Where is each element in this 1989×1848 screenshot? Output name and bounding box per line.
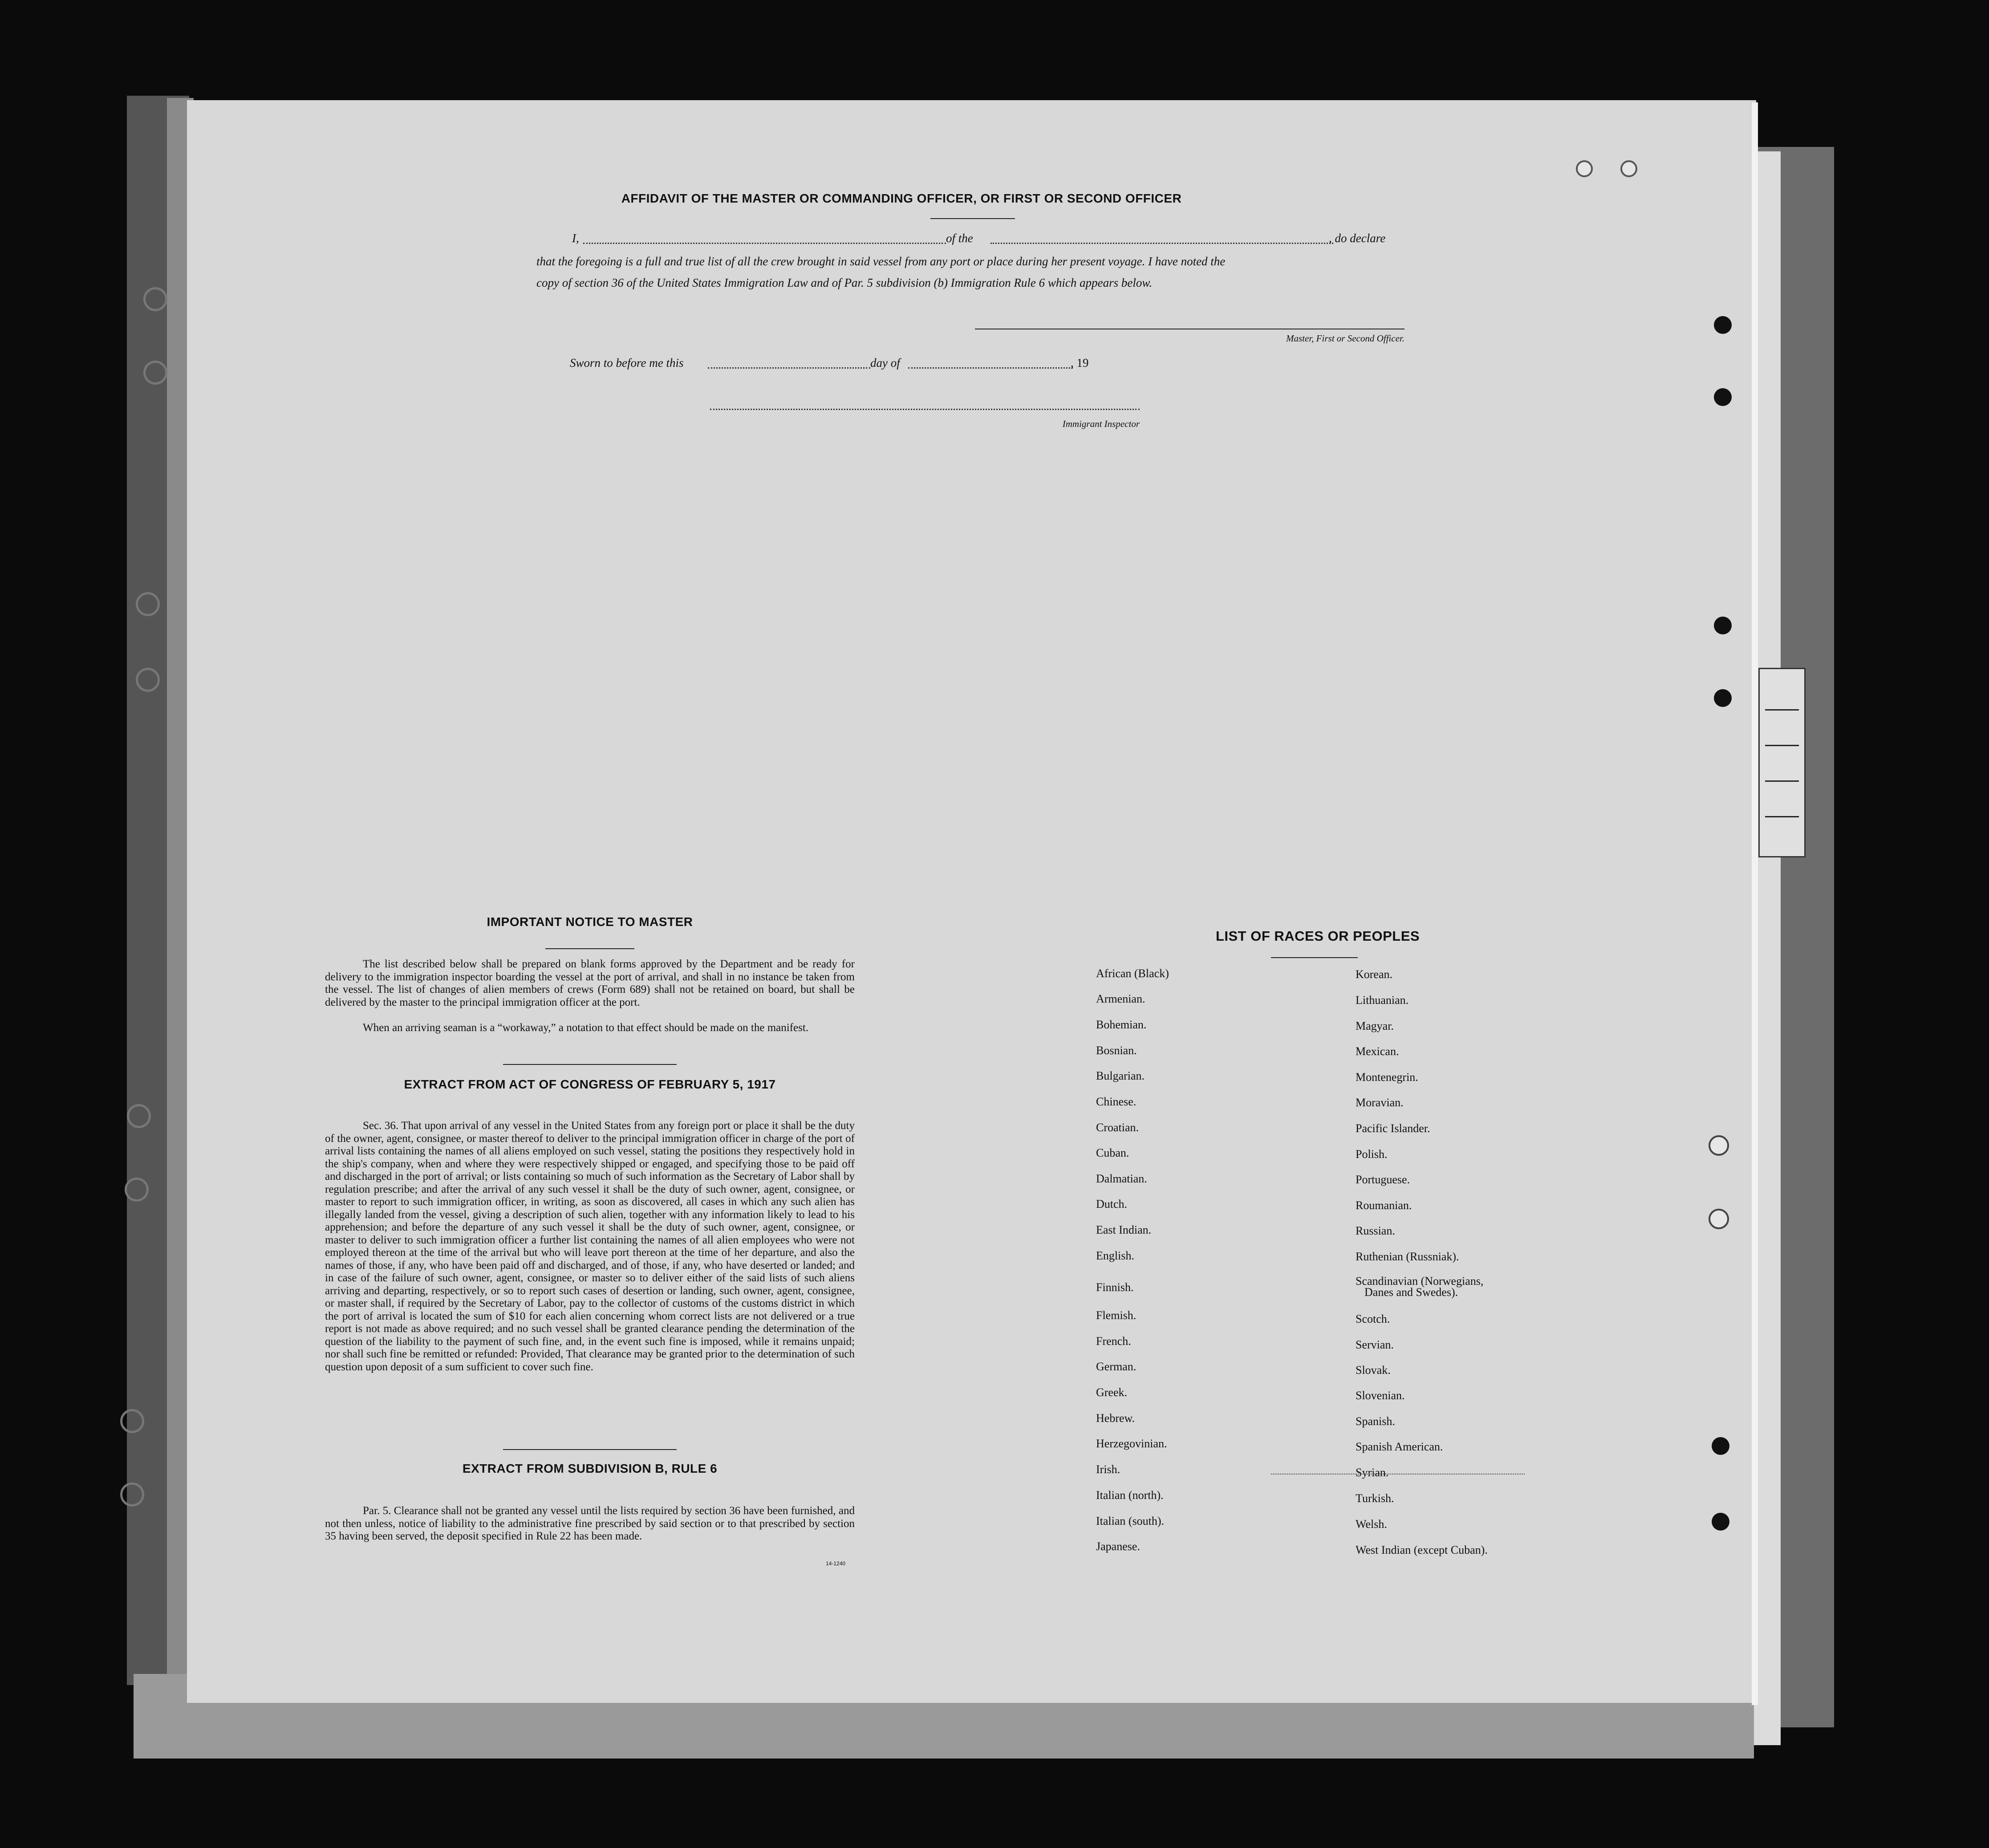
race-item: Ruthenian (Russniak). — [1356, 1250, 1459, 1263]
affidavit-of-the-label: of the — [946, 232, 973, 245]
race-item: Syrian. — [1356, 1466, 1389, 1479]
race-item: Pacific Islander. — [1356, 1122, 1430, 1135]
act-extract-body: Sec. 36. That upon arrival of any vessel in the United States from any foreign port or place it shall be the duty of the owner, agent, consignee, or master thereof to deliver to the principal immigration officer in charge of the port of arrival lists containing the names of all aliens employed on such vessel, stating the positions they respectively hold in the ship's company, when and where they were respectively shipped or engaged, and specifying those to be paid off and discharged in the port of arrival; or lists containing so much of such information as the Secretary of Labor shall by regulation prescribe; and after the arrival of any such vessel it shall be the duty of such owner, agent, consignee, or master to report to such immigration officer, in writing, as soon as discovered, all cases in which any such alien has illegally landed from the vessel, giving a description of such alien, together with any information likely to lead to his apprehension; and before the departure of any such vessel it shall be the duty of such owner, agent, consignee, or master to deliver to such immigration officer a further list containing the names of all alien employees who were not employed thereon at the time of the arrival but who will leave port thereon at the time of her departure, and also the names of those, if any, who have been paid off and discharged, and of those, if any, who have deserted or landed; and in case of the failure of such owner, agent, consignee, or master so to deliver either of the said lists of such aliens arriving and departing, respectively, or so to report such cases of desertion or landing, such owner, agent, consignee, or master shall, if required by the Secretary of Labor, pay to the collector of customs of the customs district in which the port of arrival is located the sum of $10 for each alien concerning whom correct lists are not delivered or a true report is not made as above required; and no such vessel shall be granted clearance pending the determination of the question of the liability to the payment of such fine, and, in the event such fine is imposed, while it remains unpaid; nor shall such fine be remitted or refunded: Provided, That clearance may be granted prior to the determination of such question upon deposit of a sum sufficient to cover such fine. — [325, 1120, 855, 1373]
punch-hole-icon — [1712, 1437, 1729, 1455]
section-divider — [503, 1449, 677, 1450]
punch-hole-icon — [1576, 160, 1593, 177]
race-item: Magyar. — [1356, 1019, 1394, 1032]
race-item: Korean. — [1356, 968, 1393, 981]
race-item: Dutch. — [1096, 1198, 1128, 1210]
notice-title: IMPORTANT NOTICE TO MASTER — [487, 915, 693, 929]
race-item: Portuguese. — [1356, 1173, 1410, 1186]
punch-hole-icon — [1712, 1513, 1729, 1531]
inspector-caption: Immigrant Inspector — [1062, 418, 1140, 429]
notice-paragraph-1: The list described below shall be prepared on blank forms approved by the Department and be ready for delivery to the immigration inspector boarding the vessel at the port of arrival, and shall in no instance be taken from the vessel. The list of changes of alien members of crews (Form 689) shall not be retained on board, but shall be delivered by the master to the principal immigration officer at the port. — [325, 958, 855, 1008]
sworn-day-of: day of — [870, 356, 900, 370]
race-item: Bosnian. — [1096, 1044, 1137, 1057]
affidavit-declare-label: , do declare — [1329, 232, 1386, 245]
punch-hole-icon — [1714, 316, 1732, 334]
punch-hole-icon — [1709, 1209, 1729, 1229]
race-item: Croatian. — [1096, 1121, 1139, 1134]
punch-hole-icon — [1620, 160, 1637, 177]
sworn-month-blank — [908, 367, 1073, 369]
race-item: Italian (south). — [1096, 1515, 1165, 1527]
section-divider — [503, 1064, 677, 1065]
race-item: Scandinavian (Norwegians, — [1356, 1275, 1484, 1288]
binder-ring-icon — [136, 668, 160, 692]
race-item: Greek. — [1096, 1386, 1128, 1399]
race-item: Cuban. — [1096, 1146, 1129, 1159]
punch-hole-icon — [1714, 388, 1732, 406]
affidavit-i-label: I, — [572, 232, 579, 245]
punch-hole-icon — [1714, 689, 1732, 707]
race-item: Mexican. — [1356, 1045, 1399, 1058]
punch-hole-icon — [1709, 1135, 1729, 1156]
vessel-blank-line — [990, 243, 1333, 244]
race-item: Dalmatian. — [1096, 1172, 1147, 1185]
title-divider — [930, 218, 1015, 219]
race-item: Bohemian. — [1096, 1018, 1147, 1031]
sworn-year: , 19 — [1071, 356, 1089, 370]
master-signature-caption: Master, First or Second Officer. — [1286, 333, 1404, 344]
sworn-prefix: Sworn to before me this — [570, 356, 684, 370]
race-item: Irish. — [1096, 1463, 1120, 1476]
race-item: Welsh. — [1356, 1518, 1387, 1531]
index-tab-card — [1758, 668, 1806, 857]
binder-ring-icon — [136, 592, 160, 616]
binder-ring-icon — [120, 1482, 144, 1507]
affidavit-line-3: copy of section 36 of the United States Immigration Law and of Par. 5 subdivision (b) Immigration Rule 6 which appears below. — [536, 276, 1153, 289]
race-item: Polish. — [1356, 1148, 1388, 1161]
races-divider — [1271, 957, 1358, 958]
race-item: French. — [1096, 1335, 1131, 1348]
race-item: Finnish. — [1096, 1281, 1134, 1294]
race-item: German. — [1096, 1360, 1137, 1373]
race-item: Russian. — [1356, 1224, 1395, 1237]
race-item: Lithuanian. — [1356, 994, 1409, 1007]
race-item: Bulgarian. — [1096, 1069, 1145, 1082]
race-item: Japanese. — [1096, 1540, 1140, 1553]
race-item: Spanish. — [1356, 1415, 1395, 1428]
race-item: Hebrew. — [1096, 1412, 1135, 1425]
affidavit-line-2: that the foregoing is a full and true list of all the crew brought in said vessel from any port or place during her present voyage. I have noted the — [536, 255, 1226, 268]
form-number: 14-1240 — [826, 1560, 846, 1567]
binder-ring-icon — [127, 1104, 151, 1128]
races-title: LIST OF RACES OR PEOPLES — [1215, 928, 1420, 944]
act-extract-title: EXTRACT FROM ACT OF CONGRESS OF FEBRUARY 5, 1917 — [404, 1077, 776, 1091]
race-item: Italian (north). — [1096, 1489, 1164, 1502]
race-item: Armenian. — [1096, 992, 1145, 1005]
race-item: Servian. — [1356, 1338, 1394, 1351]
race-item-continuation: Danes and Swedes). — [1364, 1286, 1458, 1299]
race-item: Scotch. — [1356, 1312, 1390, 1325]
race-item: Flemish. — [1096, 1309, 1137, 1322]
race-item: East Indian. — [1096, 1223, 1152, 1236]
race-item: Chinese. — [1096, 1095, 1137, 1108]
race-item: African (Black) — [1096, 967, 1169, 980]
notice-divider — [545, 948, 634, 949]
binder-ring-icon — [143, 287, 167, 311]
name-blank-line — [583, 243, 946, 244]
rule-extract-title: EXTRACT FROM SUBDIVISION B, RULE 6 — [462, 1462, 718, 1475]
race-item: Turkish. — [1356, 1492, 1394, 1505]
punch-hole-icon — [1714, 617, 1732, 634]
race-item: Spanish American. — [1356, 1440, 1443, 1453]
race-item: West Indian (except Cuban). — [1356, 1543, 1488, 1556]
page-edge — [1752, 102, 1758, 1705]
race-item: Moravian. — [1356, 1096, 1404, 1109]
sworn-day-blank — [708, 367, 870, 369]
affidavit-title: AFFIDAVIT OF THE MASTER OR COMMANDING OFFICER, OR FIRST OR SECOND OFFICER — [621, 191, 1182, 205]
rule-extract-body: Par. 5. Clearance shall not be granted any vessel until the lists required by section 36 have been furnished, and not then unless, notice of liability to the administrative fine prescribed by said section or to that prescribed by section 35 having been served, the deposit specified in Rule 22 has been made. — [325, 1505, 855, 1542]
race-item: Roumanian. — [1356, 1199, 1412, 1212]
race-item: Herzegovinian. — [1096, 1437, 1167, 1450]
binder-ring-icon — [143, 361, 167, 385]
race-item: Montenegrin. — [1356, 1071, 1418, 1084]
race-item: English. — [1096, 1249, 1134, 1262]
notice-paragraph-2: When an arriving seaman is a “workaway,” a notation to that effect should be made on the manifest. — [363, 1022, 809, 1034]
inspector-signature-line — [710, 409, 1140, 410]
race-item: Slovak. — [1356, 1364, 1391, 1377]
binder-ring-icon — [125, 1178, 149, 1202]
binder-ring-icon — [120, 1409, 144, 1433]
race-item: Slovenian. — [1356, 1389, 1405, 1402]
